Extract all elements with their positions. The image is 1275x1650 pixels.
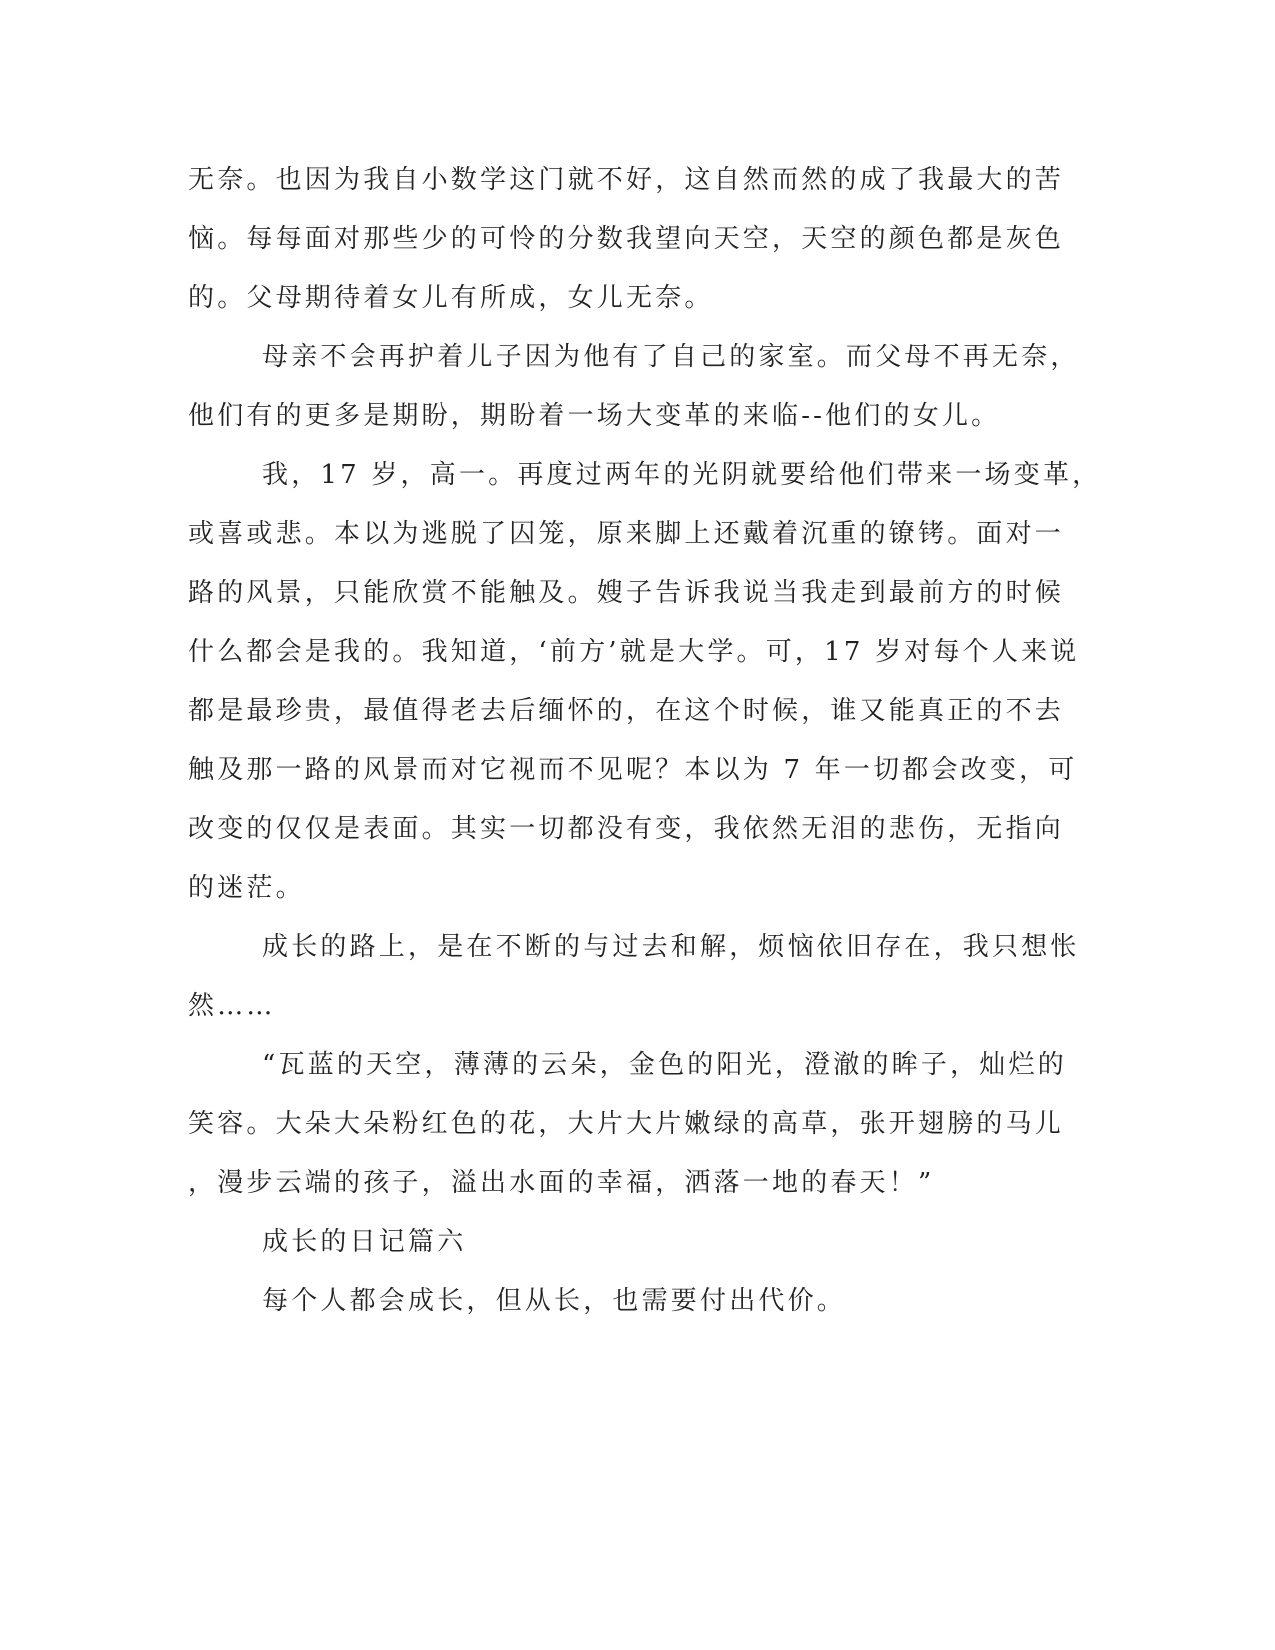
paragraph-line: 无奈。也因为我自小数学这门就不好，这自然而然的成了我最大的苦 [188, 165, 1065, 195]
paragraph-line: “瓦蓝的天空，薄薄的云朵，金色的阳光，澄澈的眸子，灿烂的 [262, 1050, 1067, 1080]
section-heading: 成长的日记篇六 [262, 1227, 467, 1257]
paragraph-line: ，漫步云端的孩子，溢出水面的幸福，洒落一地的春天！” [188, 1168, 935, 1198]
paragraph-line: 每个人都会成长，但从长，也需要付出代价。 [262, 1286, 847, 1316]
paragraph-line: 他们有的更多是期盼，期盼着一场大变革的来临--他们的女儿。 [188, 401, 1001, 431]
paragraph-line: 或喜或悲。本以为逃脱了囚笼，原来脚上还戴着沉重的镣铐。面对一 [188, 519, 1065, 549]
paragraph-line: 笑容。大朵大朵粉红色的花，大片大片嫩绿的高草，张开翅膀的马儿 [188, 1109, 1065, 1139]
paragraph-line: 然…… [188, 991, 276, 1021]
paragraph-line: 的迷茫。 [188, 873, 305, 903]
paragraph-line: 我，17 岁，高一。再度过两年的光阴就要给他们带来一场变革， [262, 460, 1102, 490]
paragraph-line: 改变的仅仅是表面。其实一切都没有变，我依然无泪的悲伤，无指向 [188, 814, 1065, 844]
paragraph-line: 成长的路上，是在不断的与过去和解，烦恼依旧存在，我只想怅 [262, 932, 1080, 962]
paragraph-line: 恼。每每面对那些少的可怜的分数我望向天空，天空的颜色都是灰色 [188, 224, 1065, 254]
paragraph-line: 什么都会是我的。我知道，‘前方’就是大学。可，17 岁对每个人来说 [188, 637, 1080, 667]
paragraph-line: 的。父母期待着女儿有所成，女儿无奈。 [188, 283, 714, 313]
paragraph-line: 触及那一路的风景而对它视而不见呢？本以为 7 年一切都会改变，可 [188, 755, 1078, 785]
paragraph-line: 路的风景，只能欣赏不能触及。嫂子告诉我说当我走到最前方的时候 [188, 578, 1065, 608]
paragraph-line: 母亲不会再护着儿子因为他有了自己的家室。而父母不再无奈， [262, 342, 1080, 372]
paragraph-line: 都是最珍贵，最值得老去后缅怀的，在这个时候，谁又能真正的不去 [188, 696, 1065, 726]
